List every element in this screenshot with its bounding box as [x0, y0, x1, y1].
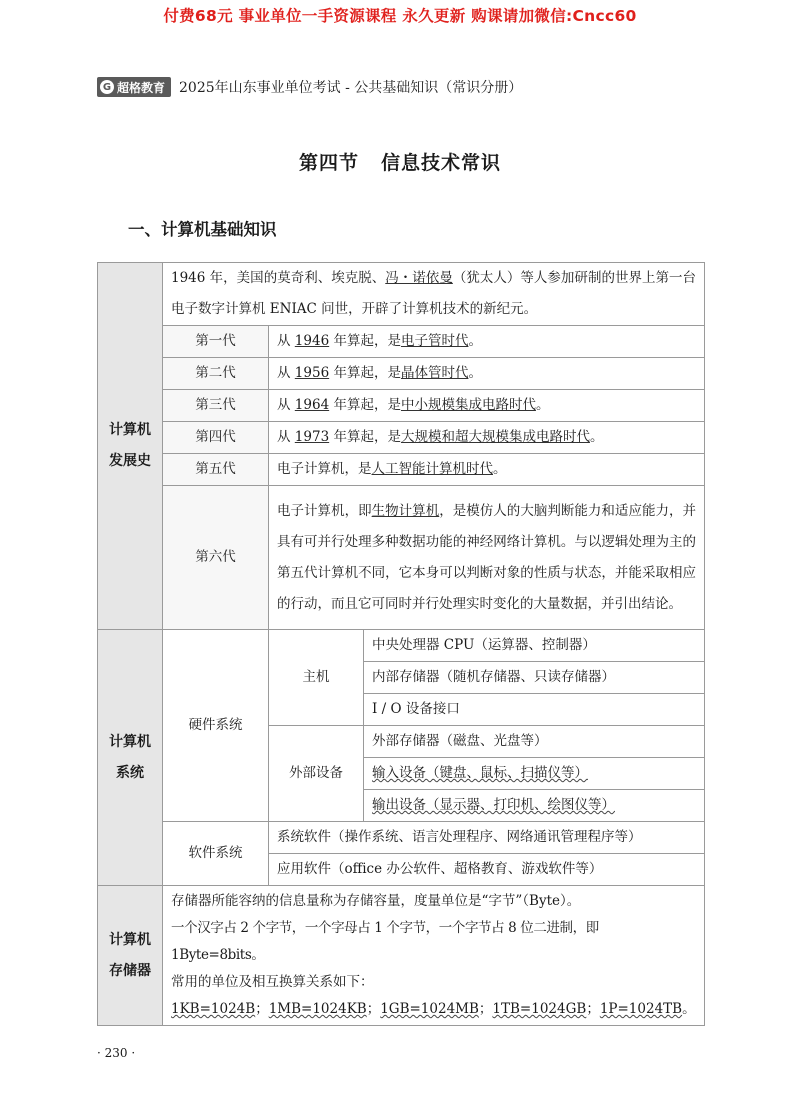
generation-label: 第三代 — [163, 390, 269, 422]
von-neumann: 冯・诺依曼 — [385, 270, 453, 286]
storage-units: 1KB=1024B；1MB=1024KB；1GB=1024MB；1TB=1024GB；1P=1024TB。 — [171, 1001, 696, 1017]
generation-desc: 电子计算机，是人工智能计算机时代。 — [269, 454, 705, 486]
logo-mark-icon: G — [100, 80, 114, 94]
table-row — [98, 326, 705, 358]
list-item: 内部存储器（随机存储器、只读存储器） — [364, 662, 705, 694]
generation-label: 第四代 — [163, 422, 269, 454]
history-intro: 1946 年，美国的莫奇利、埃克脱、冯・诺依曼（犹太人）等人参加研制的世界上第一台电子数字计算机 ENIAC 问世，开辟了计算机技术的新纪元。 — [163, 263, 705, 326]
table-row — [98, 358, 705, 390]
table-row — [98, 886, 705, 1026]
table-row — [98, 454, 705, 486]
storage-line: 存储器所能容纳的信息量称为存储容量，度量单位是“字节”（Byte）。 — [171, 893, 581, 909]
generation-label: 第二代 — [163, 358, 269, 390]
logo-text: 超格教育 — [117, 80, 166, 95]
table-row — [98, 822, 705, 854]
category-history: 计算机 发展史 — [98, 263, 163, 630]
generation-desc: 从 1973 年算起，是大规模和超大规模集成电路时代。 — [269, 422, 705, 454]
page-number: · 230 · — [97, 1046, 136, 1060]
section-name: 信息技术常识 — [381, 152, 502, 174]
page-header — [97, 76, 522, 98]
list-item: 外部存储器（磁盘、光盘等） — [364, 726, 705, 758]
table-row — [98, 422, 705, 454]
table-row — [98, 390, 705, 422]
generation-desc: 从 1956 年算起，是晶体管时代。 — [269, 358, 705, 390]
subsection-heading: 一、计算机基础知识 — [128, 220, 277, 239]
knowledge-table — [97, 262, 705, 1026]
storage-desc — [163, 886, 705, 1026]
generation-desc: 从 1964 年算起，是中小规模集成电路时代。 — [269, 390, 705, 422]
section-title — [0, 148, 800, 175]
section-number: 第四节 — [298, 152, 359, 174]
list-item: 输出设备（显示器、打印机、绘图仪等） — [364, 790, 705, 822]
external-label: 外部设备 — [269, 726, 364, 822]
generation-label: 第一代 — [163, 326, 269, 358]
generation-label: 第六代 — [163, 486, 269, 630]
category-storage: 计算机 存储器 — [98, 886, 163, 1026]
generation-desc: 从 1946 年算起，是电子管时代。 — [269, 326, 705, 358]
list-item: I / O 设备接口 — [364, 694, 705, 726]
list-item: 系统软件（操作系统、语言处理程序、网络通讯管理程序等） — [269, 822, 705, 854]
list-item: 输入设备（键盘、鼠标、扫描仪等） — [364, 758, 705, 790]
table-row — [98, 630, 705, 662]
hardware-label: 硬件系统 — [163, 630, 269, 822]
storage-line: 一个汉字占 2 个字节，一个字母占 1 个字节，一个字节占 8 位二进制，即 1Byte=8bits。 — [171, 920, 599, 963]
promo-banner: 付费68元 事业单位一手资源课程 永久更新 购课请加微信:Cncc60 — [163, 7, 637, 25]
header-title: 2025年山东事业单位考试 - 公共基础知识（常识分册） — [179, 80, 523, 96]
category-system: 计算机 系统 — [98, 630, 163, 886]
software-label: 软件系统 — [163, 822, 269, 886]
list-item: 中央处理器 CPU（运算器、控制器） — [364, 630, 705, 662]
generation-label: 第五代 — [163, 454, 269, 486]
list-item: 应用软件（office 办公软件、超格教育、游戏软件等） — [269, 854, 705, 886]
table-row — [98, 263, 705, 326]
brand-logo — [97, 77, 171, 97]
table-row — [98, 486, 705, 630]
generation-desc: 电子计算机，即生物计算机，是模仿人的大脑判断能力和适应能力，并具有可并行处理多种数据功能的神经网络计算机。与以逻辑处理为主的第五代计算机不同，它本身可以判断对象的性质与状态，并能采取相应的行动，而且它可同时并行处理实时变化的大量数据，并引出结论。 — [269, 486, 705, 630]
host-label: 主机 — [269, 630, 364, 726]
storage-line: 常用的单位及相互换算关系如下： — [171, 974, 374, 990]
